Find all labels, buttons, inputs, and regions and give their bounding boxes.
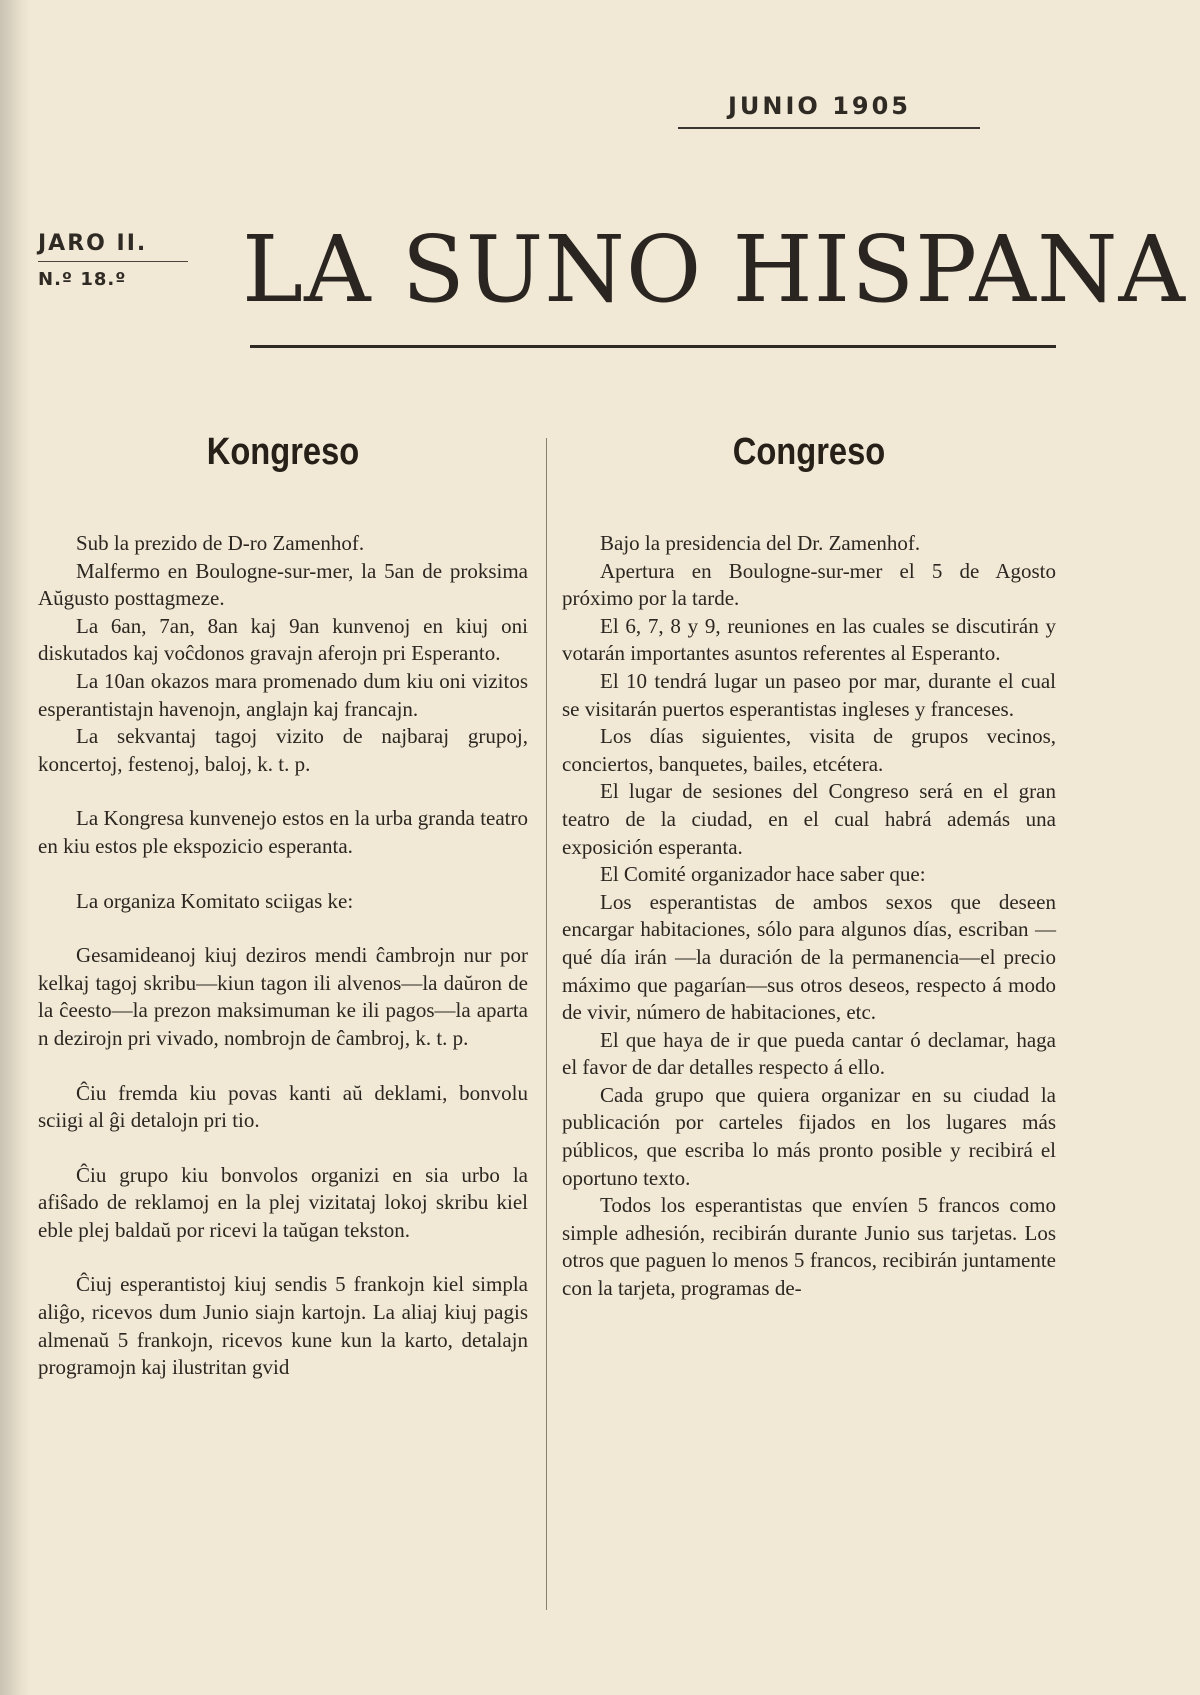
paragraph: Gesamideanoj kiuj deziros mendi ĉambrojn nur por kelkaj tagoj skribu—kiun tagon ili alvenos—la daŭron de la ĉeesto—la prezon maksimuman ke ili pagos—la aparta n dezirojn pri vivado, nombrojn de ĉambroj, k. t. p. [38, 943, 528, 1050]
paragraph: Ĉiuj esperantistoj kiuj sendis 5 frankojn kiel simpla aliĝo, ricevos dum Junio siajn kartojn. La aliaj kiuj pagis almenaŭ 5 frankojn, ricevos kune kun la karto, detalajn programojn kaj ilustritan gvid [38, 1272, 528, 1380]
paragraph: Cada grupo que quiera organizar en su ciudad la publicación por carteles fijados en los lugares más públicos, que escriba lo más pronto posible y recibirá el oportuno texto. [562, 1082, 1056, 1190]
paragraph: Sub la prezido de D-ro Zamenhof. [76, 531, 365, 555]
issue-date: JUNIO 1905 [728, 92, 911, 120]
esperanto-column [38, 430, 528, 1382]
issue-number: N.º 18.º [38, 269, 127, 290]
paragraph: La 10an okazos mara promenado dum kiu oni vizitos esperantistajn havenojn, anglajn kaj francajn. [38, 668, 528, 721]
column-title-kongreso: Kongreso [206, 431, 360, 473]
paragraph: La Kongresa kunvenejo estos en la urba granda teatro en kiu estos ple ekspozicio esperanta. [38, 806, 528, 858]
paragraph: Los días siguientes, visita de grupos vecinos, conciertos, banquetes, bailes, etcétera. [562, 724, 1056, 776]
paragraph: El 6, 7, 8 y 9, reuniones en las cuales se discutirán y votarán importantes asuntos referentes al Esperanto. [562, 613, 1056, 666]
masthead-title: LA SUNO HISPANA [242, 216, 1186, 323]
paragraph: Los esperantistas de ambos sexos que deseen encargar habitaciones, sólo para algunos días, escriban —qué día irán —la duración de la permanencia—el precio máximo que pagarían—sus otros deseos, respecto á modo de vivir, número de habitaciones, etc. [562, 889, 1056, 1025]
paragraph: La sekvantaj tagoj vizito de najbaraj grupoj, koncertoj, festenoj, baloj, k. t. p. [38, 724, 528, 776]
paragraph: El lugar de sesiones del Congreso será en el gran teatro de la ciudad, en el cual habrá además una exposición esperanta. [562, 779, 1056, 859]
paragraph: Malfermo en Boulogne-sur-mer, la 5an de proksima Aŭgusto posttagmeze. [38, 558, 528, 611]
issue-info [38, 230, 188, 293]
paragraph: El Comité organizador hace saber que: [600, 862, 926, 887]
spanish-column [562, 430, 1056, 1303]
column-title-congreso: Congreso [732, 431, 886, 473]
column-divider [546, 438, 547, 1610]
paragraph: Bajo la presidencia del Dr. Zamenhof. [600, 531, 921, 555]
issue-year: JARO II. [38, 231, 148, 256]
paragraph: Todos los esperantistas que envíen 5 francos como simple adhesión, recibirán durante Junio sus tarjetas. Los otros que paguen lo menos 5 francos, recibirán juntamente con la tarjeta, programas de- [562, 1193, 1056, 1301]
paragraph: Ĉiu fremda kiu povas kanti aŭ deklami, bonvolu sciigi al ĝi detalojn pri tio. [38, 1080, 528, 1133]
paragraph: El 10 tendrá lugar un paseo por mar, durante el cual se visitarán puertos esperantistas ingleses y franceses. [562, 668, 1056, 721]
issue-rule [38, 261, 188, 262]
date-rule [678, 127, 980, 129]
paragraph: Ĉiu grupo kiu bonvolos organizi en sia urbo la afiŝado de reklamoj en la plej vizitataj lokoj skribu kiel eble plej baldaŭ por ricevi la taŭgan tekston. [38, 1162, 528, 1242]
paragraph: Apertura en Boulogne-sur-mer el 5 de Agosto próximo por la tarde. [562, 558, 1056, 611]
paragraph: El que haya de ir que pueda cantar ó declamar, haga el favor de dar detalles respecto á ello. [562, 1027, 1056, 1080]
paragraph: La organiza Komitato sciigas ke: [76, 888, 354, 913]
paragraph: La 6an, 7an, 8an kaj 9an kunvenoj en kiuj oni diskutados kaj voĉdonos gravajn aferojn pri Esperanto. [38, 613, 528, 666]
masthead-rule [250, 345, 1056, 348]
binding-shadow [0, 0, 30, 1695]
